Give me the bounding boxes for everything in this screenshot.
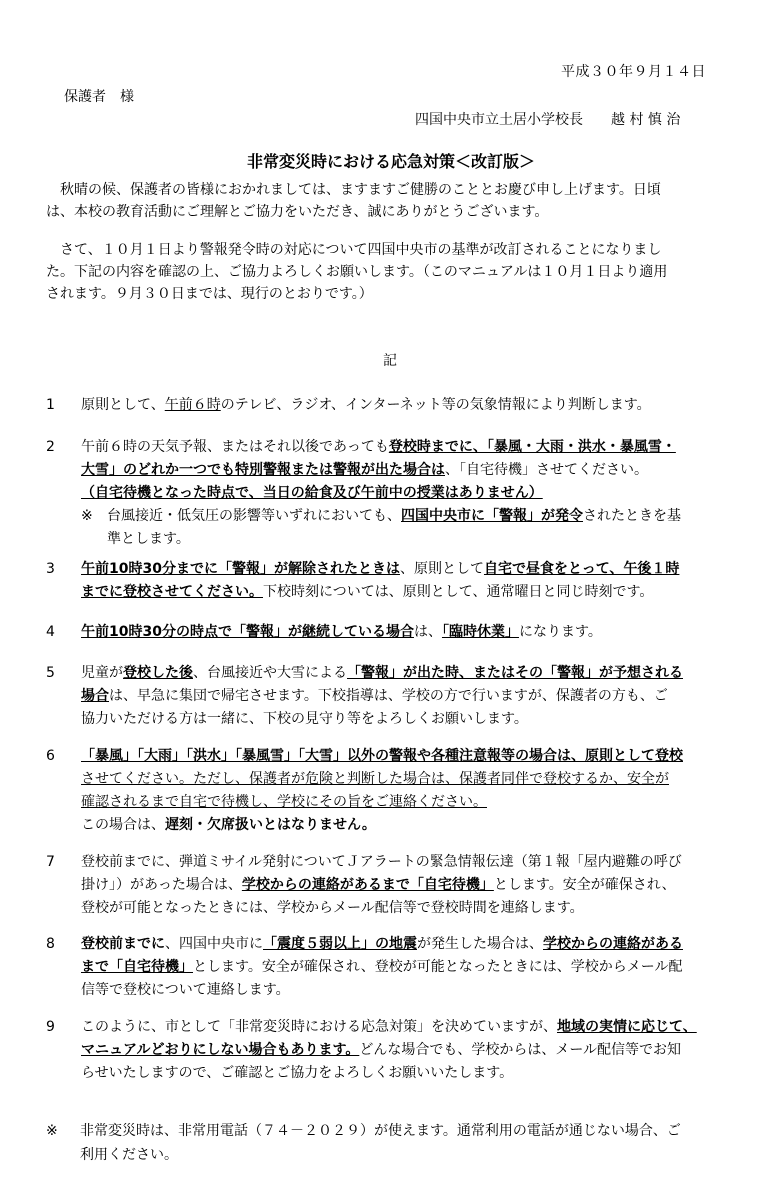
- footer-text: 非常変災時は、非常用電話（７４－２０２９）が使えます。通常利用の電話が通じない場合、ご: [80, 1123, 681, 1139]
- item-number: 4: [46, 624, 55, 640]
- item-text-emphasis: 学校からの連絡がある: [543, 936, 683, 952]
- intro-line: さて、１０月１日より警報発令時の対応について四国中央市の基準が改訂されることになりまし: [46, 242, 662, 258]
- item-number: 3: [46, 561, 55, 577]
- intro-line: は、本校の教育活動にご理解とご協力をいただき、誠にありがとうございます。: [46, 204, 549, 220]
- item-text: は、: [413, 624, 442, 640]
- note-mark: ※: [46, 1123, 58, 1139]
- intro-line: た。下記の内容を確認の上、ご協力よろしくお願いします。（このマニュアルは１０月１日より適用: [46, 264, 668, 280]
- item-text: 午前６時の天気予報、またはそれ以後であっても: [81, 439, 389, 455]
- item-text-bold: 登校前までに: [81, 936, 165, 952]
- item-number: 6: [46, 748, 55, 764]
- item-text-emphasis: まで「自宅待機」: [81, 959, 193, 975]
- item-text: のテレビ、ラジオ、インターネット等の気象情報により判断します。: [220, 397, 651, 413]
- item-text-emphasis: までに登校させてください。: [81, 584, 263, 600]
- item-text-bold: 遅刻・欠席扱いとはなりません。: [165, 817, 376, 833]
- item-number: 1: [46, 397, 55, 413]
- item-text-emphasis: 自宅で昼食をとって、午後１時: [483, 561, 680, 577]
- item-text-emphasis: マニュアルどおりにしない場合もあります。: [81, 1042, 360, 1058]
- item-text: 、原則として: [399, 561, 484, 577]
- item-text-emphasis: 「臨時休業」: [441, 624, 519, 640]
- item-text-emphasis: 登校時までに、「暴風・大雨・洪水・暴風雪・: [388, 439, 676, 455]
- footer-note: [46, 1119, 736, 1167]
- item-text: 原則として、: [81, 397, 165, 413]
- item-text: 登校が可能となったときには、学校からメール配信等で登校時間を連絡します。: [81, 900, 584, 916]
- item-number: 8: [46, 936, 55, 952]
- item-text-emphasis: 場合: [81, 688, 109, 704]
- item-text-emphasis: （自宅待機となった時点で、当日の給食及び午前中の授業はありません）: [81, 485, 543, 501]
- sender-name: 四国中央市立土居小学校長 越 村 慎 治: [415, 112, 681, 128]
- addressee: 保護者 様: [64, 89, 134, 105]
- item-text: とします。安全が確保され、登校が可能となったときには、学校からメール配: [193, 959, 683, 975]
- note-mark: ※: [81, 508, 93, 524]
- footer-text: 利用ください。: [80, 1147, 178, 1163]
- document-title: 非常変災時における応急対策＜改訂版＞: [246, 152, 535, 171]
- item-text-emphasis: 登校した後: [123, 665, 193, 681]
- item-text: 台風接近・低気圧の影響等いずれにおいても、: [107, 508, 401, 524]
- item-text-emphasis: 「震度５弱以上」の地震: [263, 936, 417, 952]
- item-text-emphasis: 「警報」が出た時、またはその「警報」が予想される: [347, 665, 683, 681]
- item-text: 、台風接近や大雪による: [193, 665, 347, 681]
- item-text-emphasis: 原則として登校: [585, 748, 683, 764]
- item-number: 2: [46, 439, 55, 455]
- item-text-emphasis: 学校からの連絡があるまで「自宅待機」: [241, 877, 494, 893]
- item-text: 下校時刻については、原則として、通常曜日と同じ時刻です。: [263, 584, 654, 600]
- item-text-emphasis: 午前10時30分の時点で「警報」が継続している場合: [81, 624, 414, 640]
- item-text: この場合は、: [81, 817, 165, 833]
- item-text: とします。安全が確保され、: [493, 877, 676, 893]
- item-number: 5: [46, 665, 55, 681]
- item-text: 、「自宅待機」させてください。: [445, 462, 648, 478]
- item-text-emphasis: 四国中央市に「警報」が発令: [401, 508, 583, 524]
- item-text: が発生した場合は、: [417, 936, 543, 952]
- item-text: 、四国中央市に: [165, 936, 263, 952]
- item-text: このように、市として「非常変災時における応急対策」を決めていますが、: [81, 1019, 557, 1035]
- intro-paragraph-2: [46, 239, 742, 305]
- item-text: 準とします。: [107, 531, 190, 547]
- item-text-underlined: 午前６時: [164, 397, 221, 413]
- item-text-emphasis: 午前10時30分までに「警報」が解除されたときは: [81, 561, 400, 577]
- item-number: 7: [46, 854, 55, 870]
- intro-paragraph-1: [46, 179, 742, 223]
- item-text: 協力いただける方は一緒に、下校の見守り等をよろしくお願いします。: [81, 711, 528, 727]
- intro-line: されます。９月３０日までは、現行のとおりです。）: [46, 286, 373, 302]
- item-text: 児童が: [81, 665, 123, 681]
- item-text: 登校前までに、弾道ミサイル発射についてＪアラートの緊急情報伝達（第１報「屋内避難の呼び: [81, 854, 682, 870]
- intro-line: 秋晴の候、保護者の皆様におかれましては、ますますご健勝のこととお慶び申し上げます。日頃: [46, 182, 661, 198]
- document-date: 平成３０年９月１４日: [561, 64, 706, 80]
- item-text: らせいたしますので、ご確認とご協力をよろしくお願いいたします。: [81, 1065, 514, 1081]
- item-text: されたときを基: [583, 508, 681, 524]
- item-text: 掛け」）があった場合は、: [81, 877, 242, 893]
- item-text-emphasis: 大雪」のどれか一つでも特別警報または警報が出た場合は: [81, 462, 445, 478]
- item-number: 9: [46, 1019, 55, 1035]
- item-text-underlined: 確認されるまで自宅で待機し、学校にその旨をご連絡ください。: [81, 794, 487, 810]
- item-text-emphasis: 地域の実情に応じて、: [557, 1019, 697, 1035]
- item-text: になります。: [518, 624, 602, 640]
- item-text-emphasis: 「暴風」「大雨」「洪水」「暴風雪」「大雪」以外の警報や各種注意報等の場合は、: [81, 748, 585, 764]
- item-text: どんな場合でも、学校からは、メール配信等でお知: [359, 1042, 682, 1058]
- item-text-underlined: させてください。ただし、保護者が危険と判断した場合は、保護者同伴で登校するか、安全が: [81, 771, 669, 787]
- ki-heading: 記: [383, 353, 397, 369]
- item-text: 信等で登校について連絡します。: [81, 982, 290, 998]
- item-text: は、早急に集団で帰宅させます。下校指導は、学校の方で行いますが、保護者の方も、ご: [109, 688, 668, 704]
